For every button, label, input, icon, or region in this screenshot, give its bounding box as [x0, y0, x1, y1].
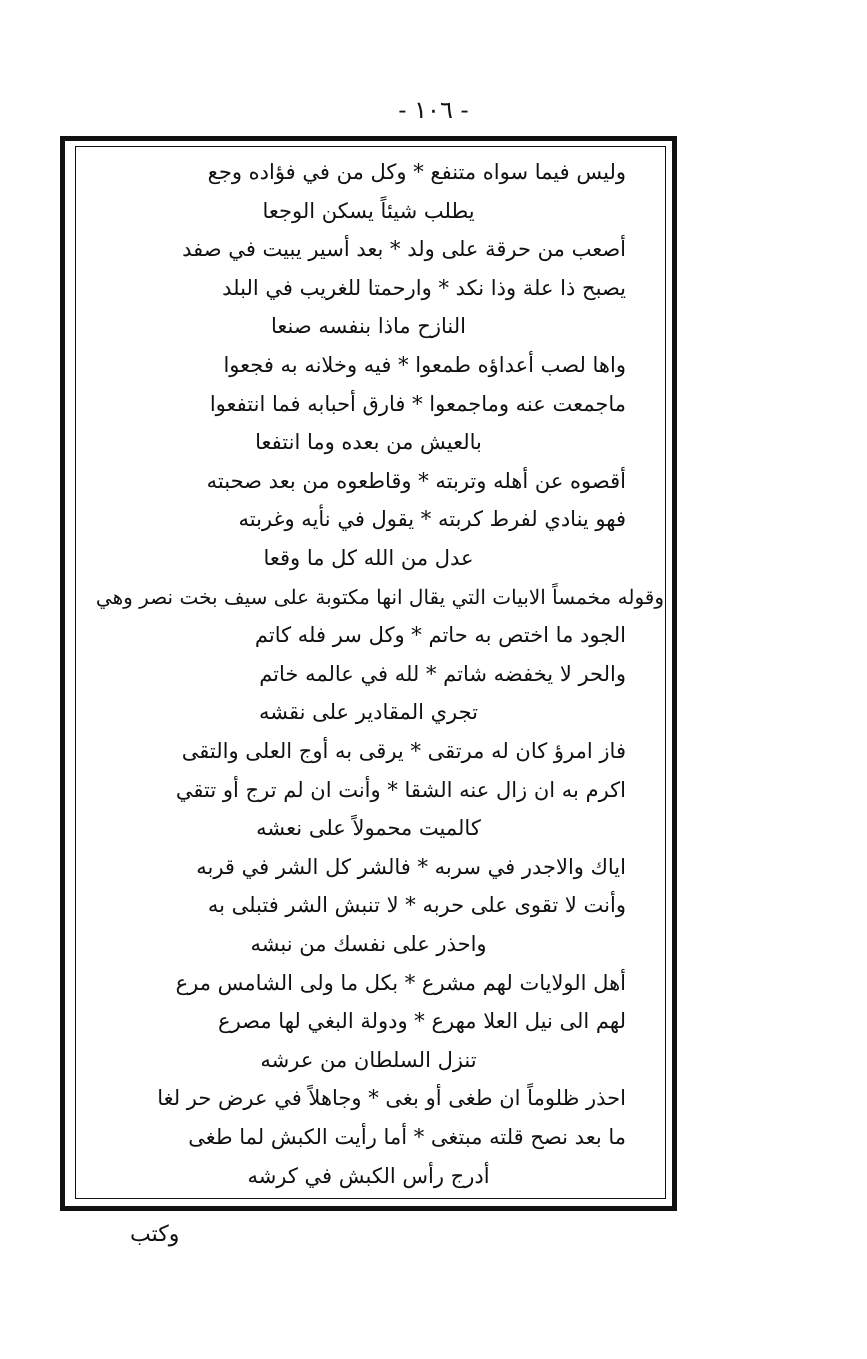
- text-line: أدرج رأس الكبش في كرشه: [247, 1163, 490, 1188]
- poem-text: [65, 141, 672, 1206]
- text-line: اكرم به ان زال عنه الشقا * وأنت ان لم ترج أو تتقي: [175, 777, 626, 802]
- text-line: عدل من الله كل ما وقعا: [263, 546, 474, 570]
- text-line: تجري المقادير على نقشه: [258, 700, 479, 725]
- text-line: اياك والاجدر في سربه * فالشر كل الشر في قربه: [196, 854, 626, 879]
- text-line: واها لصب أعداؤه طمعوا * فيه وخلانه به فجعوا: [223, 353, 626, 377]
- text-line: كالميت محمولاً على نعشه: [256, 816, 481, 841]
- text-line: احذر ظلوماً ان طغى أو بغى * وجاهلاً في عرض حر لغا: [157, 1086, 626, 1111]
- text-line: وقوله مخمساً الابيات التي يقال انها مكتوبة على سيف بخت نصر وهي: [95, 584, 664, 609]
- text-line: وليس فيما سواه متنفع * وكل من في فؤاده وجع: [207, 160, 626, 184]
- page-number: - ١٠٦ -: [398, 96, 469, 124]
- text-line: فهو ينادي لفرط كربته * يقول في نأيه وغربته: [238, 507, 626, 532]
- text-line: فاز امرؤ كان له مرتقى * يرقى به أوج العلى والتقى: [181, 739, 626, 763]
- text-line: ماجمعت عنه وماجمعوا * فارق أحبابه فما انتفعوا: [209, 391, 626, 416]
- text-line: النازح ماذا بنفسه صنعا: [270, 314, 467, 339]
- text-line: أقصوه عن أهله وتربته * وقاطعوه من بعد صحبته: [206, 468, 626, 493]
- text-line: يطلب شيئاً يسكن الوجعا: [262, 198, 475, 223]
- catchword: وكتب: [130, 1222, 180, 1247]
- text-line: ما بعد نصح قلته مبتغى * أما رأيت الكبش لما طغى: [188, 1125, 626, 1149]
- text-line: والحر لا يخفضه شاتم * لله في عالمه خاتم: [259, 661, 626, 686]
- text-line: وأنت لا تقوى على حربه * لا تنبش الشر فتبلى به: [207, 893, 626, 918]
- text-line: تنزل السلطان من عرشه: [260, 1047, 477, 1072]
- text-line: بالعيش من بعده وما انتفعا: [255, 430, 482, 455]
- text-line: لهم الى نيل العلا مهرع * ودولة البغي لها مصرع: [218, 1009, 626, 1034]
- text-line: واحذر على نفسك من نبشه: [250, 932, 487, 956]
- text-line: أصعب من حرقة على ولد * بعد أسير يبيت في صفد: [182, 237, 626, 262]
- text-line: أهل الولايات لهم مشرع * بكل ما ولى الشامس مرع: [175, 970, 626, 995]
- text-line: الجود ما اختص به حاتم * وكل سر فله كاتم: [254, 623, 626, 648]
- text-line: يصبح ذا علة وذا نكد * وارحمتا للغريب في البلد: [222, 275, 626, 300]
- page-frame: [60, 136, 677, 1211]
